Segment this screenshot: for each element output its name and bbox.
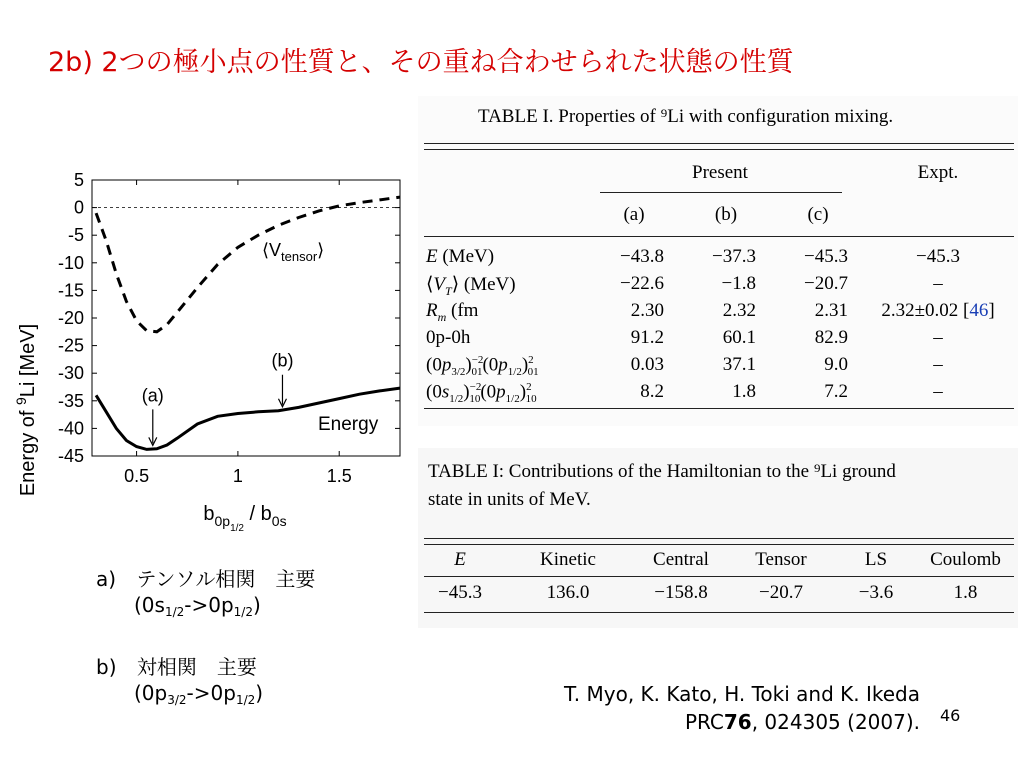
note-a	[96, 566, 315, 625]
table1-cell-b: −1.8	[721, 273, 756, 294]
table1-cell-c: 2.31	[814, 300, 848, 321]
x-tick-label: 1	[232, 466, 243, 486]
table2-value-cell: −3.6	[858, 582, 894, 603]
table1-cell-a: 0.03	[630, 354, 664, 375]
hamiltonian-table	[418, 448, 1018, 628]
page-number: 46	[940, 706, 961, 725]
note-a-text: テンソル相関 主要	[136, 567, 316, 591]
energy-label: Energy	[318, 414, 379, 435]
reference-authors: T. Myo, K. Kato, H. Toki and K. Ikeda	[563, 682, 920, 706]
table1-cell-b: 1.8	[732, 381, 756, 402]
y-tick-label: -45	[57, 446, 84, 466]
table2-value-cell: −45.3	[438, 582, 482, 603]
table1-row-label: $⟨V_T⟩$ (MeV)	[426, 274, 516, 298]
y-tick-label: 5	[73, 170, 84, 190]
table1-row-label: $R_m$ (fm	[426, 300, 479, 324]
table1-cell-c: 9.0	[824, 354, 848, 375]
table1-cell-a: 8.2	[640, 381, 664, 402]
table1-cell-expt: –	[933, 273, 943, 294]
y-tick-label: -5	[67, 225, 84, 246]
y-tick-label: -20	[57, 308, 84, 328]
y-tick-label: 0	[73, 197, 84, 218]
table1-row-label: E (MeV)	[426, 246, 495, 267]
point-b-label: (b)	[271, 350, 294, 371]
table1-cell-b: 2.32	[722, 300, 756, 321]
chart-x-label: $b_{0p1/2} / b_{0s}$	[203, 503, 287, 534]
point-a-label: (a)	[141, 385, 164, 406]
chart-series	[96, 197, 400, 449]
table1-cell-c: −45.3	[804, 246, 848, 267]
table2-header-cell: E	[454, 549, 466, 570]
table1-cell-expt: –	[933, 327, 943, 348]
table1-row-label: $(0s_{1/2})^{-2}_{10}(0p_{1/2})^2_{10}$	[426, 381, 537, 406]
table1-cell-a: −22.6	[620, 273, 664, 294]
table2-caption	[428, 458, 896, 514]
chart-annotations	[142, 240, 379, 445]
table1-cell-a: 2.30	[630, 300, 664, 321]
table2-caption-line1: TABLE I: Contributions of the Hamiltonian to the ⁹Li ground	[428, 461, 896, 482]
x-tick-label: 1.5	[326, 466, 352, 486]
table2-value-cell: 1.8	[953, 582, 978, 603]
table1-cell-c: −20.7	[804, 273, 848, 294]
table1-cell-expt: 2.32±0.02 [46]	[881, 300, 995, 321]
table1-row-label: 0p-0h	[426, 327, 471, 348]
note-b-text: 対相関 主要	[136, 655, 257, 679]
table2-header-cell: Central	[653, 549, 709, 570]
note-a-transition: $(0s_{1/2}->0p_{1/2})$	[134, 593, 261, 619]
series-vtensor	[96, 197, 400, 332]
table2-header-cell: Coulomb	[930, 549, 1001, 570]
y-tick-label: -30	[57, 363, 84, 384]
slide-title: 2b) 2つの極小点の性質と、その重ね合わせられた状態の性質	[48, 47, 794, 78]
y-tick-label: -15	[57, 280, 84, 301]
table1-col-a: (a)	[623, 204, 645, 225]
table1-col-c: (c)	[807, 204, 829, 225]
table2-header-cell: Kinetic	[540, 549, 596, 570]
energy-chart	[0, 160, 410, 540]
chart-y-label: Energy of $^9$Li [MeV]	[13, 323, 39, 497]
table1-group-expt: Expt.	[917, 162, 959, 183]
table1-cell-b: 37.1	[722, 354, 756, 375]
y-tick-label: -10	[57, 252, 84, 273]
table1-cell-a: −43.8	[620, 246, 664, 267]
table1-cell-c: 82.9	[814, 327, 848, 348]
y-tick-label: -25	[57, 335, 84, 356]
table2-value-cell: −158.8	[654, 582, 708, 603]
note-b-marker: b)	[96, 655, 117, 679]
reference-journal: PRC76, 024305 (2007).	[684, 710, 920, 734]
table1-cell-expt: −45.3	[916, 246, 960, 267]
table1-row-label: $(0p_{3/2})^{-2}_{01}(0p_{1/2})^2_{01}$	[426, 354, 539, 379]
table2-value-cell: 136.0	[546, 582, 590, 603]
table1-ref-link[interactable]: 46	[969, 300, 989, 321]
properties-table	[418, 96, 1018, 426]
table1-cell-b: −37.3	[712, 246, 756, 267]
table1-cell-c: 7.2	[824, 381, 848, 402]
table2-header-cell: LS	[864, 549, 888, 570]
table1-caption: TABLE I. Properties of ⁹Li with configuration mixing.	[478, 106, 894, 127]
table1-cell-b: 60.1	[722, 327, 756, 348]
y-tick-label: -35	[57, 390, 84, 411]
y-tick-label: -40	[57, 418, 84, 439]
reference	[480, 680, 920, 736]
table1-group-present: Present	[692, 162, 748, 183]
note-a-marker: a)	[96, 567, 117, 591]
note-b	[96, 654, 263, 713]
table2-caption-line2: state in units of MeV.	[428, 489, 591, 510]
vtensor-label: $⟨V_{tensor}⟩$	[262, 240, 325, 264]
table2-value-cell: −20.7	[759, 582, 803, 603]
table1-cell-expt: –	[933, 354, 943, 375]
note-b-transition: $(0p_{3/2}->0p_{1/2})$	[134, 681, 264, 707]
chart-x-ticks	[124, 180, 352, 486]
table1-cell-expt: –	[933, 381, 943, 402]
table1-col-b: (b)	[714, 204, 738, 225]
table1-cell-a: 91.2	[630, 327, 664, 348]
table2-header-cell: Tensor	[755, 549, 807, 570]
x-tick-label: 0.5	[124, 466, 150, 486]
